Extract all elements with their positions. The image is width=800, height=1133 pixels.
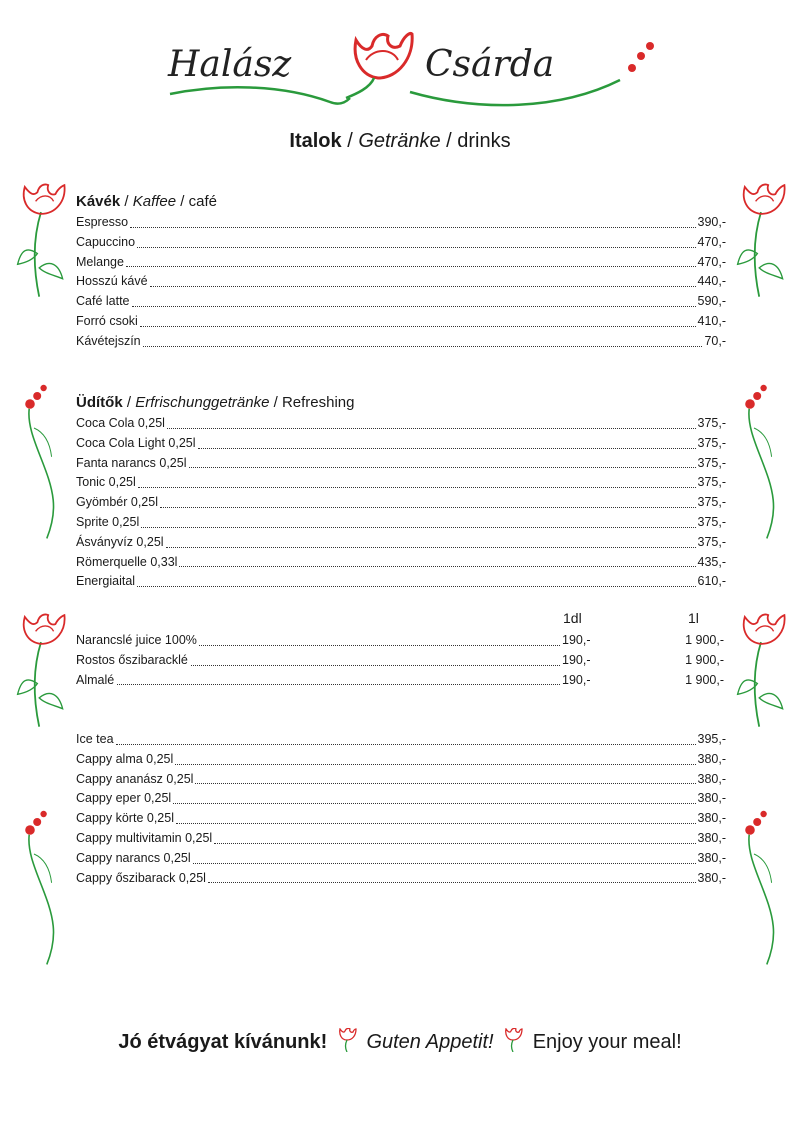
item-name: Cappy körte 0,25l [76, 811, 174, 826]
item-name: Melange [76, 254, 124, 269]
dot-leader [126, 266, 696, 267]
soft-drinks-list [76, 414, 726, 592]
dot-leader [193, 863, 696, 864]
item-name: Café latte [76, 294, 130, 309]
menu-item [76, 572, 726, 592]
greeting-en: Enjoy your meal! [532, 1031, 682, 1053]
heading-hu: Kávék [76, 193, 121, 210]
dot-leader [143, 346, 703, 347]
title-de: Getränke [358, 130, 441, 152]
item-price: 380,- [697, 830, 726, 845]
logo-swash-left [170, 87, 350, 103]
item-name: Römerquelle 0,33l [76, 554, 178, 569]
heading-sep: / [176, 193, 189, 210]
item-price: 395,- [697, 732, 726, 746]
item-price-1l: 1 900,- [685, 672, 724, 687]
menu-item [76, 454, 726, 474]
menu-item [76, 513, 726, 533]
dot-leader [150, 286, 696, 287]
menu-item [76, 332, 726, 352]
dot-leader [137, 247, 695, 248]
item-price: 380,- [697, 811, 726, 826]
item-name: Cappy őszibarack 0,25l [76, 870, 206, 885]
menu-item [76, 770, 726, 790]
logo-berries-icon [628, 42, 654, 72]
juice-column-headers [76, 610, 726, 630]
item-price: 380,- [697, 850, 726, 865]
heading-hu: Üdítők [76, 394, 123, 411]
menu-item [76, 414, 726, 434]
logo-word-1: Halász [168, 44, 292, 85]
coffee-list [76, 213, 726, 352]
dot-leader [198, 448, 696, 449]
item-price-1dl: 190,- [562, 652, 591, 667]
item-price: 70,- [704, 333, 726, 348]
item-price: 590,- [697, 294, 726, 309]
dot-leader [130, 227, 695, 228]
item-name: Cappy ananász 0,25l [76, 771, 194, 786]
juice-col-1l: 1l [688, 610, 699, 626]
logo-tulip-icon [346, 34, 412, 99]
dot-leader [116, 744, 696, 745]
item-price: 440,- [697, 274, 726, 289]
menu-item [76, 272, 726, 292]
item-name: Energiaital [76, 574, 136, 589]
item-price: 375,- [697, 455, 726, 470]
item-name: Narancslé juice 100% [76, 631, 199, 651]
item-name: Kávétejszín [76, 333, 141, 348]
item-price: 435,- [697, 554, 726, 569]
item-name: Cappy narancs 0,25l [76, 850, 191, 865]
item-name: Espresso [76, 215, 129, 229]
menu-item [76, 292, 726, 312]
dot-leader [76, 684, 560, 685]
dot-leader [141, 527, 695, 528]
item-price: 610,- [697, 574, 726, 589]
tulip-icon [14, 600, 68, 740]
item-name: Cappy multivitamin 0,25l [76, 830, 213, 845]
dot-leader [138, 487, 696, 488]
heading-de: Kaffee [132, 193, 177, 210]
item-name: Sprite 0,25l [76, 514, 140, 529]
item-name: Forró csoki [76, 313, 138, 328]
juice-list [76, 631, 726, 690]
item-price: 410,- [697, 313, 726, 328]
item-price-1l: 1 900,- [685, 652, 724, 667]
item-name: Cappy alma 0,25l [76, 751, 174, 766]
section-heading-soft-drinks [76, 394, 355, 411]
tulip-icon [337, 1028, 357, 1052]
item-name: Ice tea [76, 732, 114, 746]
item-name: Fanta narancs 0,25l [76, 455, 187, 470]
menu-item [76, 253, 726, 273]
title-en: drinks [457, 130, 511, 152]
item-name: Gyömbér 0,25l [76, 495, 158, 510]
item-price: 470,- [697, 254, 726, 269]
section-heading-coffee [76, 193, 217, 210]
heading-sep: / [269, 394, 282, 411]
item-price-1dl: 190,- [562, 672, 591, 687]
item-name: Coca Cola Light 0,25l [76, 435, 196, 450]
menu-item [76, 750, 726, 770]
dot-leader [189, 467, 696, 468]
dot-leader [214, 843, 695, 844]
item-price: 375,- [697, 416, 726, 430]
dot-leader [208, 882, 696, 883]
dot-leader [132, 306, 696, 307]
footer-greeting [0, 1028, 800, 1054]
item-price: 470,- [697, 234, 726, 249]
logo-word-2: Csárda [425, 44, 555, 85]
dot-leader [173, 803, 695, 804]
item-price: 375,- [697, 495, 726, 510]
page-title [0, 130, 800, 153]
title-sep: / [440, 130, 458, 152]
menu-item [76, 631, 726, 651]
item-price: 375,- [697, 475, 726, 490]
item-price-1dl: 190,- [562, 633, 591, 647]
item-name: Cappy eper 0,25l [76, 791, 172, 806]
menu-item [76, 493, 726, 513]
dot-leader [175, 764, 695, 765]
tulip-icon [503, 1028, 523, 1052]
item-price: 375,- [697, 435, 726, 450]
tulip-icon [734, 600, 788, 740]
menu-item [76, 213, 726, 233]
item-name: Tonic 0,25l [76, 475, 136, 490]
greeting-de: Guten Appetit! [366, 1031, 494, 1053]
item-name: Coca Cola 0,25l [76, 416, 165, 430]
berry-branch-icon [738, 796, 786, 976]
item-name: Almalé [76, 671, 116, 691]
tulip-icon [14, 170, 68, 310]
menu-item [76, 730, 726, 750]
menu-item [76, 809, 726, 829]
title-sep: / [341, 130, 359, 152]
heading-en: Refreshing [281, 394, 355, 411]
item-name: Rostos őszibaracklé [76, 651, 190, 671]
menu-item [76, 233, 726, 253]
title-hu: Italok [289, 130, 342, 152]
dot-leader [160, 507, 696, 508]
juice-col-1dl: 1dl [563, 610, 582, 626]
item-price: 375,- [697, 514, 726, 529]
item-name: Hosszú kávé [76, 274, 148, 289]
dot-leader [179, 566, 695, 567]
greeting-hu: Jó étvágyat kívánunk! [118, 1031, 328, 1053]
item-name: Ásványvíz 0,25l [76, 534, 164, 549]
menu-item [76, 434, 726, 454]
heading-en: café [188, 193, 217, 210]
menu-item [76, 671, 726, 691]
menu-item [76, 533, 726, 553]
tulip-icon [734, 170, 788, 310]
dot-leader [166, 547, 696, 548]
item-price: 380,- [697, 791, 726, 806]
menu-item [76, 869, 726, 889]
menu-item [76, 829, 726, 849]
berry-branch-icon [18, 796, 66, 976]
dot-leader [167, 428, 696, 429]
berry-branch-icon [18, 370, 66, 550]
item-price: 380,- [697, 870, 726, 885]
heading-sep: / [120, 193, 133, 210]
dot-leader [140, 326, 696, 327]
menu-item [76, 312, 726, 332]
item-price: 375,- [697, 534, 726, 549]
heading-de: Erfrischunggetränke [135, 394, 270, 411]
logo [160, 28, 660, 118]
menu-item [76, 473, 726, 493]
ice-tea-list [76, 730, 726, 888]
dot-leader [137, 586, 695, 587]
menu-item [76, 789, 726, 809]
dot-leader [176, 823, 696, 824]
menu-item [76, 849, 726, 869]
item-price-1l: 1 900,- [685, 633, 724, 647]
menu-item [76, 553, 726, 573]
menu-item [76, 651, 726, 671]
dot-leader [195, 783, 695, 784]
heading-sep: / [122, 394, 136, 411]
item-price: 380,- [697, 771, 726, 786]
item-price: 380,- [697, 751, 726, 766]
item-price: 390,- [697, 215, 726, 229]
berry-branch-icon [738, 370, 786, 550]
item-name: Capuccino [76, 234, 136, 249]
